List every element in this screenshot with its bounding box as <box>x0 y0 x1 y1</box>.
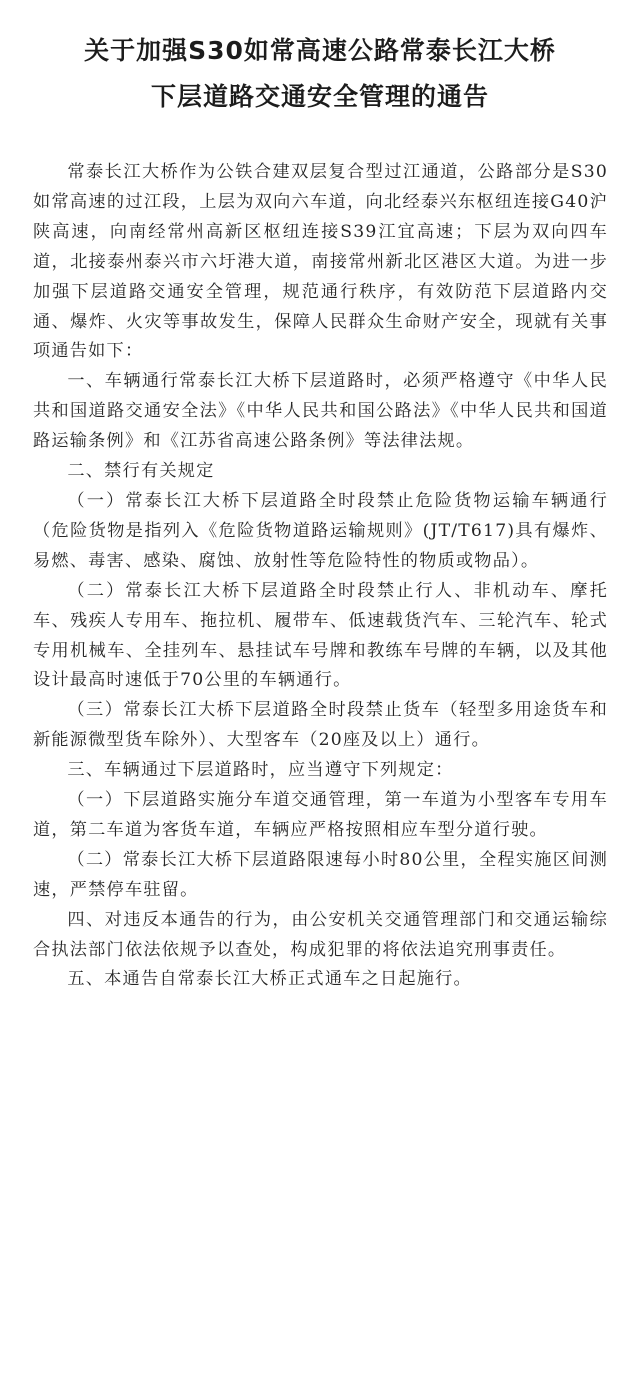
paragraph-section-2-heading: 二、禁行有关规定 <box>67 461 215 482</box>
paragraph-intro: 常泰长江大桥作为公铁合建双层复合型过江通道，公路部分是S30如常高速的过江段，上层为双向六车道，向北经泰兴东枢纽连接G40沪陕高速，向南经常州高新区枢纽连接S39江宜高速；下层为双向四车道，北接泰州泰兴市六圩港大道，南接常州新北区港区大道。为进一步加强下层道路交通安全管理，规范通行秩序，有效防范下层道路内交通、爆炸、火灾等事故发生，保障人民群众生命财产安全，现就有关事项通告如下： <box>33 162 608 362</box>
paragraph-section-3-heading: 三、车辆通过下层道路时，应当遵守下列规定： <box>67 760 454 781</box>
paragraph-section-2-item-1: （一）常泰长江大桥下层道路全时段禁止危险货物运输车辆通行（危险货物是指列入《危险货物道路运输规则》(JT/T617)具有爆炸、易燃、毒害、感染、腐蚀、放射性等危险特性的物质或物品）。 <box>33 490 608 571</box>
paragraph-section-4: 四、对违反本通告的行为，由公安机关交通管理部门和交通运输综合执法部门依法依规予以查处，构成犯罪的将依法追究刑事责任。 <box>33 909 608 960</box>
paragraph-section-3-item-2: （二）常泰长江大桥下层道路限速每小时80公里，全程实施区间测速，严禁停车驻留。 <box>33 849 608 900</box>
notice-body <box>33 158 608 995</box>
notice-title-line-2: 下层道路交通安全管理的通告 <box>150 82 489 111</box>
notice-title-line-1: 关于加强S30如常高速公路常泰长江大桥 <box>84 36 556 65</box>
paragraph-section-1: 一、车辆通行常泰长江大桥下层道路时，必须严格遵守《中华人民共和国道路交通安全法》《中华人民共和国公路法》《中华人民共和国道路运输条例》和《江苏省高速公路条例》等法律法规。 <box>33 371 608 452</box>
paragraph-section-2-item-2: （二）常泰长江大桥下层道路全时段禁止行人、非机动车、摩托车、残疾人专用车、拖拉机、履带车、低速载货汽车、三轮汽车、轮式专用机械车、全挂列车、悬挂试车号牌和教练车号牌的车辆，以及其他设计最高时速低于70公里的车辆通行。 <box>33 580 608 691</box>
paragraph-section-5: 五、本通告自常泰长江大桥正式通车之日起施行。 <box>67 969 472 990</box>
paragraph-section-2-item-3: （三）常泰长江大桥下层道路全时段禁止货车（轻型多用途货车和新能源微型货车除外）、大型客车（20座及以上）通行。 <box>33 700 608 751</box>
paragraph-section-3-item-1: （一）下层道路实施分车道交通管理，第一车道为小型客车专用车道，第二车道为客货车道，车辆应严格按照相应车型分道行驶。 <box>33 790 608 840</box>
